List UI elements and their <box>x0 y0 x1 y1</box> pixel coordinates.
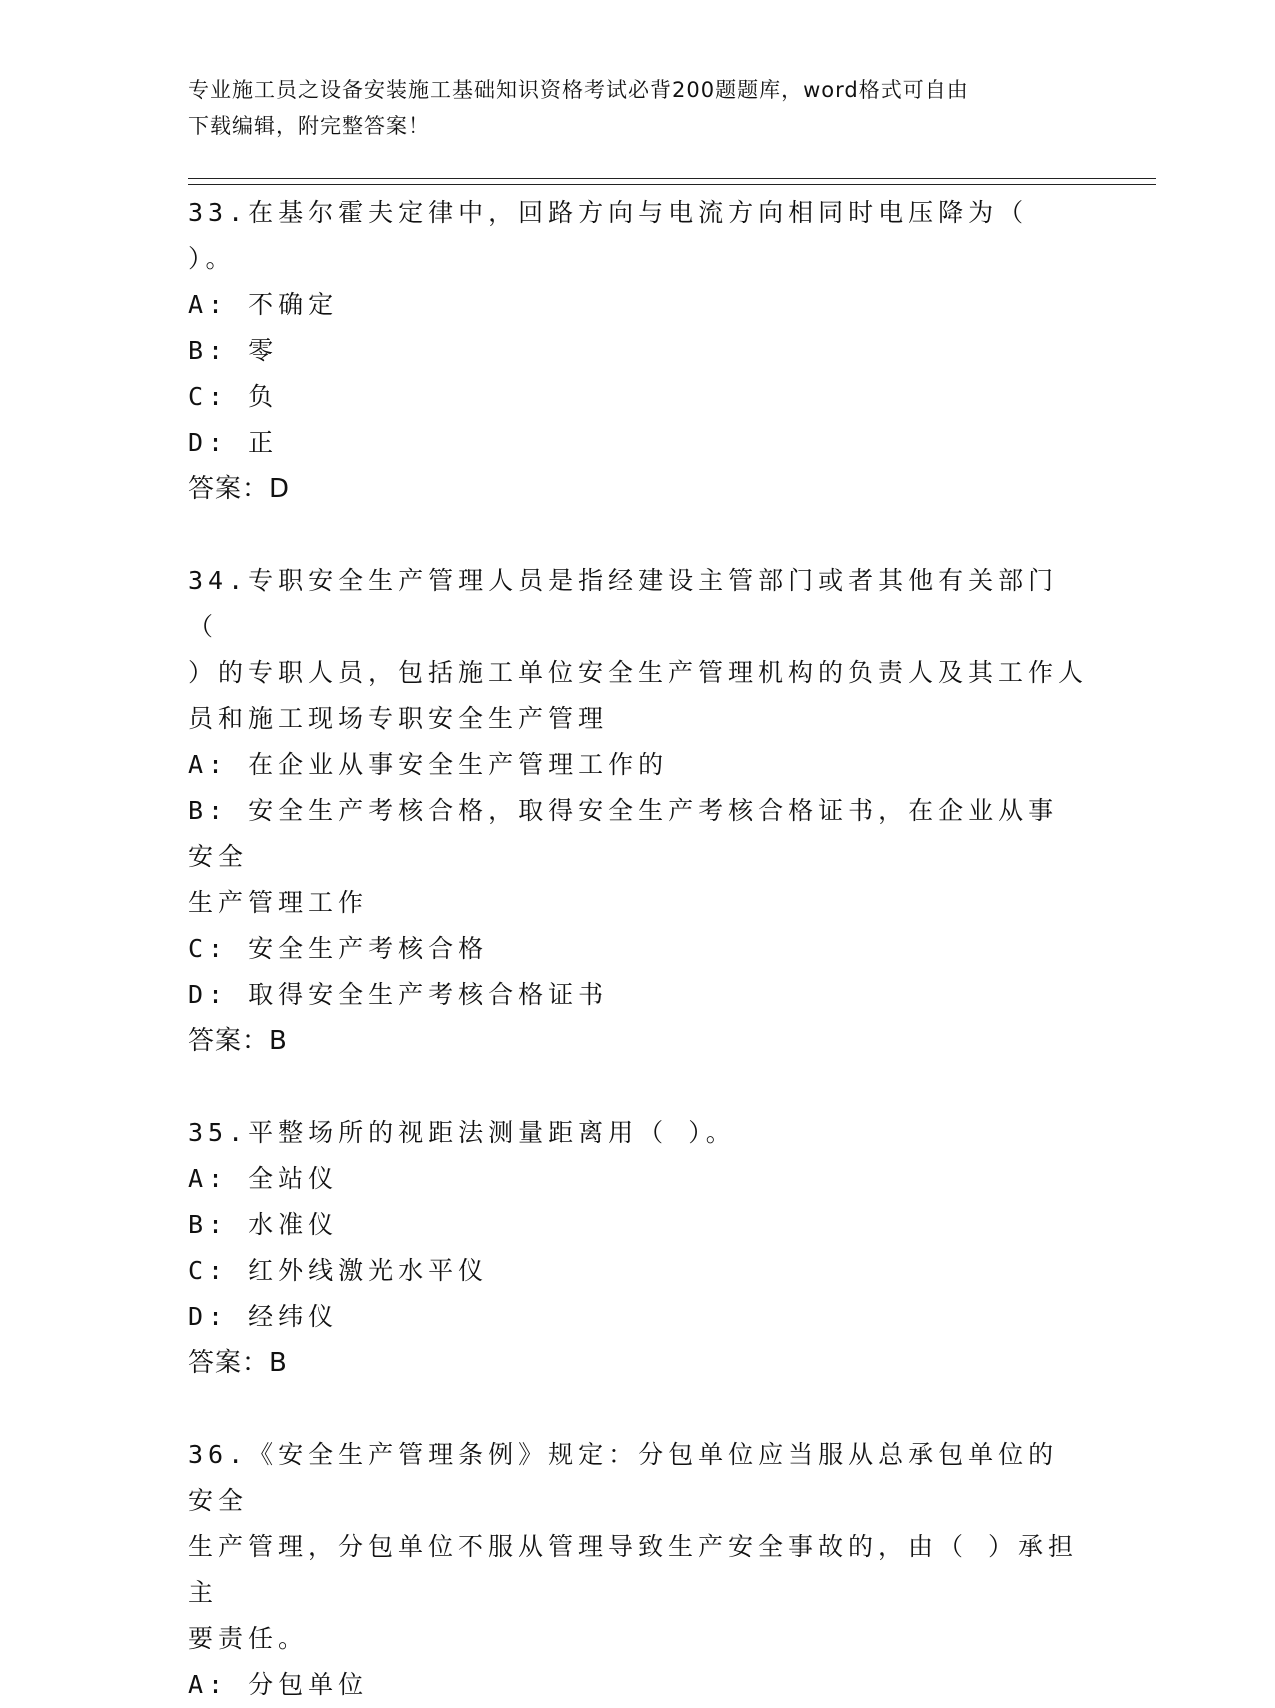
question-text-line: 35.平整场所的视距法测量距离用（ ）。 <box>188 1118 736 1147</box>
question-block <box>188 190 1088 512</box>
question-block <box>188 558 1088 1064</box>
header-divider-bottom <box>188 184 1156 185</box>
answer-option-line: D: 取得安全生产考核合格证书 <box>188 980 609 1009</box>
question-text-line: 36.《安全生产管理条例》规定：分包单位应当服从总承包单位的安全 <box>188 1440 1059 1515</box>
question-text-line: ）的专职人员，包括施工单位安全生产管理机构的负责人及其工作人 <box>188 658 1089 687</box>
question-block <box>188 1432 1088 1708</box>
question-text-line: 员和施工现场专职安全生产管理 <box>188 704 609 733</box>
answer-option-line: B: 零 <box>188 336 279 365</box>
question-list <box>188 190 1088 1708</box>
question-text-line: 生产管理，分包单位不服从管理导致生产安全事故的，由（ ）承担主 <box>188 1532 1079 1607</box>
question-text-line: 33.在基尔霍夫定律中，回路方向与电流方向相同时电压降为（ ）。 <box>188 198 1049 273</box>
answer-option-line: D: 正 <box>188 428 279 457</box>
question-text-line: 34.专职安全生产管理人员是指经建设主管部门或者其他有关部门（ <box>188 566 1059 641</box>
answer-option-line: A: 分包单位 <box>188 1670 369 1699</box>
answer-option-line: A: 不确定 <box>188 290 339 319</box>
header-line-2: 下载编辑，附完整答案！ <box>188 114 430 138</box>
answer-option-line: B: 安全生产考核合格，取得安全生产考核合格证书，在企业从事安全 <box>188 796 1059 871</box>
answer-option-line: D: 经纬仪 <box>188 1302 339 1331</box>
header-divider-top <box>188 178 1156 179</box>
answer-option-line: C: 安全生产考核合格 <box>188 934 489 963</box>
question-text-line: 要责任。 <box>188 1624 309 1653</box>
question-block <box>188 1110 1088 1386</box>
answer-option-line: A: 在企业从事安全生产管理工作的 <box>188 750 669 779</box>
answer-key: 答案：B <box>188 1348 288 1378</box>
answer-option-line: A: 全站仪 <box>188 1164 339 1193</box>
answer-key: 答案：D <box>188 474 291 504</box>
answer-key: 答案：B <box>188 1026 288 1056</box>
answer-option-line: C: 红外线激光水平仪 <box>188 1256 489 1285</box>
answer-option-line: B: 水准仪 <box>188 1210 339 1239</box>
answer-option-line: C: 负 <box>188 382 279 411</box>
header-line-1: 专业施工员之设备安装施工基础知识资格考试必背200题题库，word格式可自由 <box>188 78 969 102</box>
document-header <box>188 72 1068 144</box>
answer-option-line: 生产管理工作 <box>188 888 369 917</box>
